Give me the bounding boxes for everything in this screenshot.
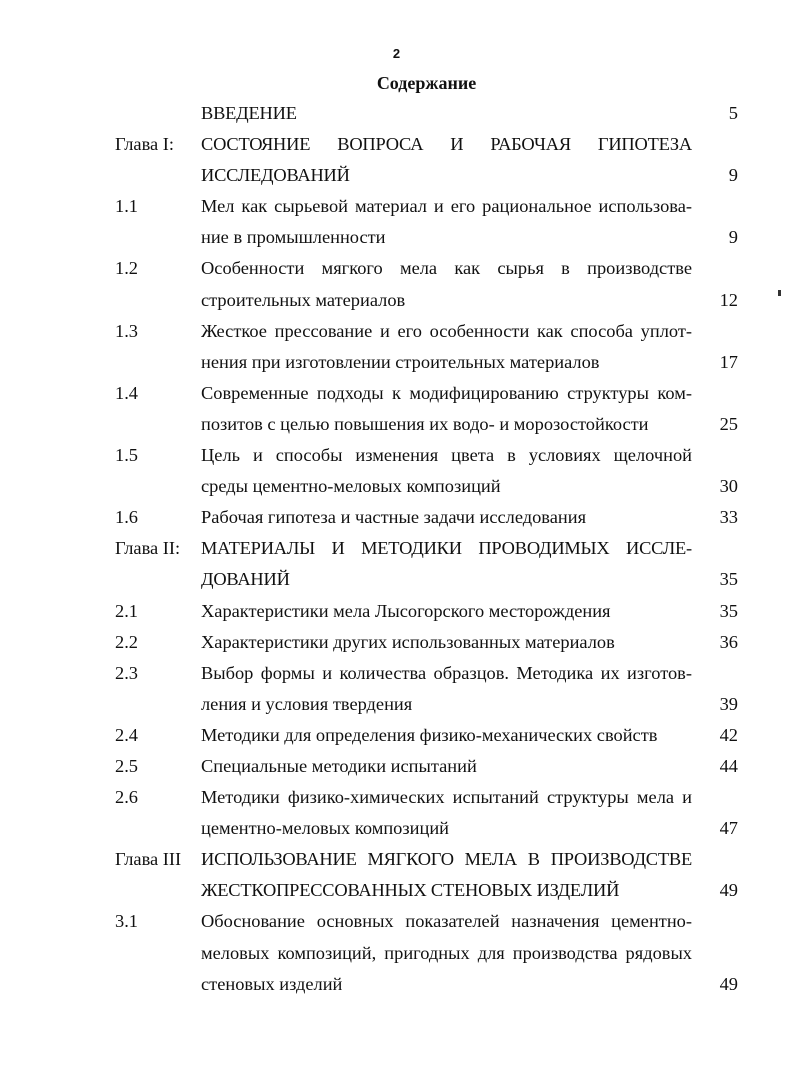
toc-entry-text: строительных материалов: [201, 289, 406, 310]
margin-mark: [778, 290, 781, 296]
toc-entry-line: [0, 347, 793, 378]
toc-entry-line: [0, 875, 793, 906]
toc-entry-line: [0, 98, 793, 129]
toc-entry-line: [0, 689, 793, 720]
toc-entry-number: 1.5: [115, 445, 138, 466]
toc-entry-line: [0, 844, 793, 875]
toc-entry-line: [0, 285, 793, 316]
toc-entry-text: Рабочая гипотеза и частные задачи исследования: [201, 507, 587, 528]
toc-entry-text: ВВЕДЕНИЕ: [201, 103, 297, 123]
toc-entry-line: [0, 160, 793, 191]
toc-entry-line: [0, 222, 793, 253]
toc-entry-page: 30: [719, 476, 738, 497]
toc-entry-text: ние в промышленности: [201, 227, 386, 248]
toc-entry-number: 2.1: [115, 600, 138, 621]
toc-entry-line: [0, 409, 793, 440]
toc-entry-line: [0, 969, 793, 1000]
toc-entry-text: ИСПОЛЬЗОВАНИЕ МЯГКОГО МЕЛА В ПРОИЗВОДСТВЕ: [201, 849, 692, 870]
toc-entry-number: 2.2: [115, 631, 138, 652]
toc-entry-text: СОСТОЯНИЕ ВОПРОСА И РАБОЧАЯ ГИПОТЕЗА: [201, 134, 692, 155]
toc-entry-text: среды цементно-меловых композиций: [201, 476, 501, 497]
toc-entry-line: [0, 471, 793, 502]
toc-entry-page: 39: [719, 693, 738, 714]
toc-entry-text: нения при изготовлении строительных материалов: [201, 351, 600, 372]
toc-entry-page: 25: [719, 413, 738, 434]
toc-entry-line: [0, 253, 793, 284]
toc-entry-page: 17: [719, 351, 738, 372]
toc-entry-number: 1.6: [115, 507, 138, 528]
toc-entry-text: МАТЕРИАЛЫ И МЕТОДИКИ ПРОВОДИМЫХ ИССЛЕ-: [201, 538, 692, 559]
toc-entry-text: Методики физико-химических испытаний структуры мела и: [201, 787, 692, 808]
toc-entry-number: 2.6: [115, 787, 138, 808]
toc-entry-page: 5: [728, 103, 738, 123]
toc-entry-line: [0, 596, 793, 627]
toc-entry-text: Особенности мягкого мела как сырья в производстве: [201, 258, 692, 279]
toc-entry-text: ИССЛЕДОВАНИЙ: [201, 165, 350, 186]
toc-entry-text: Современные подходы к модифицированию структуры ком-: [201, 382, 692, 403]
toc-entry-number: 2.3: [115, 662, 138, 683]
toc-entry-text: Характеристики мела Лысогорского месторождения: [201, 600, 611, 621]
toc-entry-page: 36: [719, 631, 738, 652]
toc-entry-line: [0, 440, 793, 471]
toc-entry-text: Цель и способы изменения цвета в условиях щелочной: [201, 445, 692, 466]
toc-entry-line: [0, 533, 793, 564]
toc-entry-text: ДОВАНИЙ: [201, 569, 290, 590]
toc-entry-line: [0, 906, 793, 937]
toc-entry-line: [0, 782, 793, 813]
page-number: 2: [392, 46, 401, 61]
toc-entry-text: стеновых изделий: [201, 973, 343, 994]
toc-entry-text: цементно-меловых композиций: [201, 818, 450, 839]
toc-entry-text: Методики для определения физико-механических свойств: [201, 724, 658, 745]
toc-entry-page: 42: [719, 724, 738, 745]
toc-entry-page: 49: [719, 880, 738, 901]
toc-entry-line: [0, 627, 793, 658]
toc-entry-number: Глава I:: [115, 134, 175, 155]
toc-entry-page: 49: [719, 973, 738, 994]
toc-entry-number: 1.2: [115, 258, 138, 279]
toc-entry-text: Специальные методики испытаний: [201, 755, 477, 776]
toc-entry-text: Выбор формы и количества образцов. Методика их изготов-: [201, 662, 692, 683]
toc-entry-text: Жесткое прессование и его особенности как способа уплот-: [201, 320, 692, 341]
page-title: Содержание: [376, 73, 477, 93]
toc-entry-line: [0, 720, 793, 751]
toc-entry-page: 12: [719, 289, 738, 310]
toc-entry-line: [0, 813, 793, 844]
toc-entry-text: ления и условия твердения: [201, 693, 413, 714]
toc-entry-page: 47: [719, 818, 738, 839]
toc-entry-number: 1.4: [115, 382, 138, 403]
toc-entry-text: позитов с целью повышения их водо- и морозостойкости: [201, 413, 649, 434]
toc-entry-line: [0, 564, 793, 595]
toc-entry-page: 35: [719, 600, 738, 621]
toc-entry-line: [0, 129, 793, 160]
toc-entry-page: 44: [719, 755, 738, 776]
toc-entry-number: Глава II:: [115, 538, 181, 559]
toc-entry-line: [0, 378, 793, 409]
toc-entry-line: [0, 502, 793, 533]
toc-entry-text: ЖЕСТКОПРЕССОВАННЫХ СТЕНОВЫХ ИЗДЕЛИЙ: [201, 880, 620, 901]
toc-entry-number: Глава III: [115, 849, 182, 870]
toc-entry-number: 2.4: [115, 724, 138, 745]
table-of-contents: [0, 98, 793, 1000]
toc-entry-number: 1.3: [115, 320, 138, 341]
toc-entry-text: Обоснование основных показателей назначения цементно-: [201, 911, 692, 932]
toc-entry-number: 2.5: [115, 755, 138, 776]
toc-entry-number: 3.1: [115, 911, 138, 932]
toc-entry-text: Характеристики других использованных материалов: [201, 631, 615, 652]
toc-entry-line: [0, 316, 793, 347]
toc-entry-page: 9: [728, 165, 738, 186]
toc-entry-line: [0, 658, 793, 689]
toc-entry-number: 1.1: [115, 196, 138, 217]
toc-entry-page: 9: [728, 227, 738, 248]
toc-entry-text: Мел как сырьевой материал и его рациональное использова-: [201, 196, 692, 217]
toc-entry-text: меловых композиций, пригодных для производства рядовых: [201, 942, 692, 963]
toc-entry-line: [0, 938, 793, 969]
toc-entry-line: [0, 191, 793, 222]
toc-entry-page: 33: [719, 507, 738, 528]
toc-entry-page: 35: [719, 569, 738, 590]
toc-entry-line: [0, 751, 793, 782]
